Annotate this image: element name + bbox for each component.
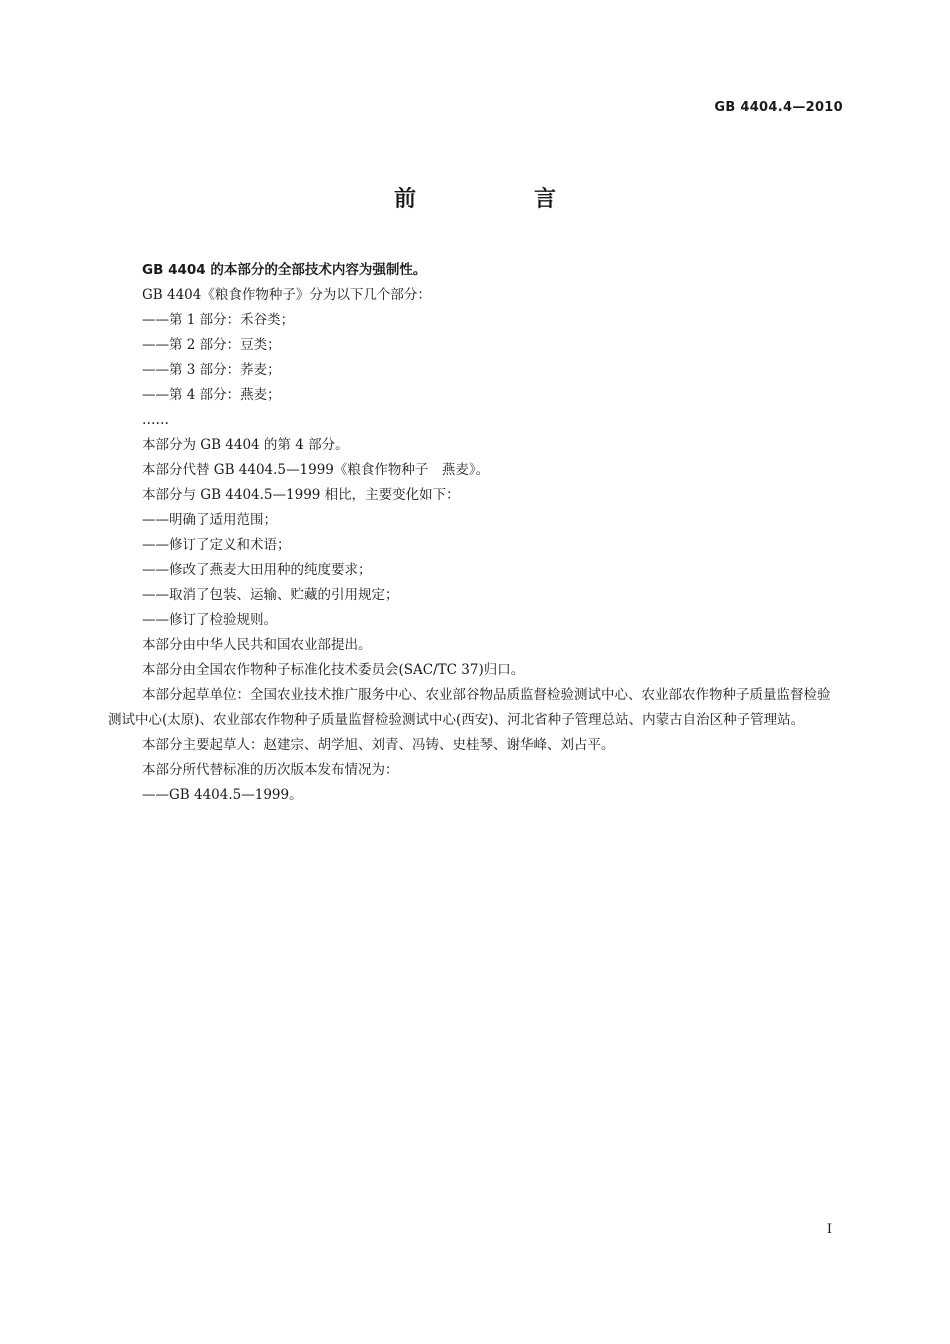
paragraph-mandatory: GB 4404 的本部分的全部技术内容为强制性。 (142, 262, 427, 278)
paragraph-proposed-by: 本部分由中华人民共和国农业部提出。 (142, 637, 372, 653)
list-item-change-2: ——修订了定义和术语； (142, 537, 291, 553)
paragraph-part-number: 本部分为 GB 4404 的第 4 部分。 (142, 437, 349, 453)
list-item-history-1: ——GB 4404.5—1999。 (142, 787, 303, 803)
list-item-part-3: ——第 3 部分：荞麦； (142, 362, 281, 378)
page-title: 前 言 (393, 187, 604, 212)
standard-code: GB 4404.4—2010 (714, 100, 843, 115)
paragraph-changes-intro: 本部分与 GB 4404.5—1999 相比，主要变化如下： (142, 487, 460, 503)
paragraph-replaces: 本部分代替 GB 4404.5—1999《粮食作物种子 燕麦》。 (142, 462, 490, 478)
list-item-change-1: ——明确了适用范围； (142, 512, 277, 528)
paragraph-centralized-by: 本部分由全国农作物种子标准化技术委员会(SAC/TC 37)归口。 (142, 662, 525, 678)
paragraph-history-intro: 本部分所代替标准的历次版本发布情况为： (142, 762, 399, 778)
list-item-change-5: ——修订了检验规则。 (142, 612, 277, 628)
foreword-body (108, 258, 843, 808)
list-item-part-2: ——第 2 部分：豆类； (142, 337, 281, 353)
page-number: I (826, 1222, 832, 1237)
list-item-change-3: ——修改了燕麦大田用种的纯度要求； (142, 562, 372, 578)
list-item-change-4: ——取消了包装、运输、贮藏的引用规定； (142, 587, 399, 603)
paragraph-drafting-units: 本部分起草单位：全国农业技术推广服务中心、农业部谷物品质监督检验测试中心、农业部农作物种子质量监督检验测试中心(太原)、农业部农作物种子质量监督检验测试中心(西安)、河北省种子管理总站、内蒙古自治区种子管理站。 (108, 687, 831, 728)
paragraph-drafters: 本部分主要起草人：赵建宗、胡学旭、刘青、冯铸、史桂琴、谢华峰、刘占平。 (142, 737, 615, 753)
paragraph-parts-intro: GB 4404《粮食作物种子》分为以下几个部分： (142, 287, 431, 303)
list-ellipsis: …… (142, 412, 169, 428)
list-item-part-4: ——第 4 部分：燕麦； (142, 387, 281, 403)
list-item-part-1: ——第 1 部分：禾谷类； (142, 312, 295, 328)
